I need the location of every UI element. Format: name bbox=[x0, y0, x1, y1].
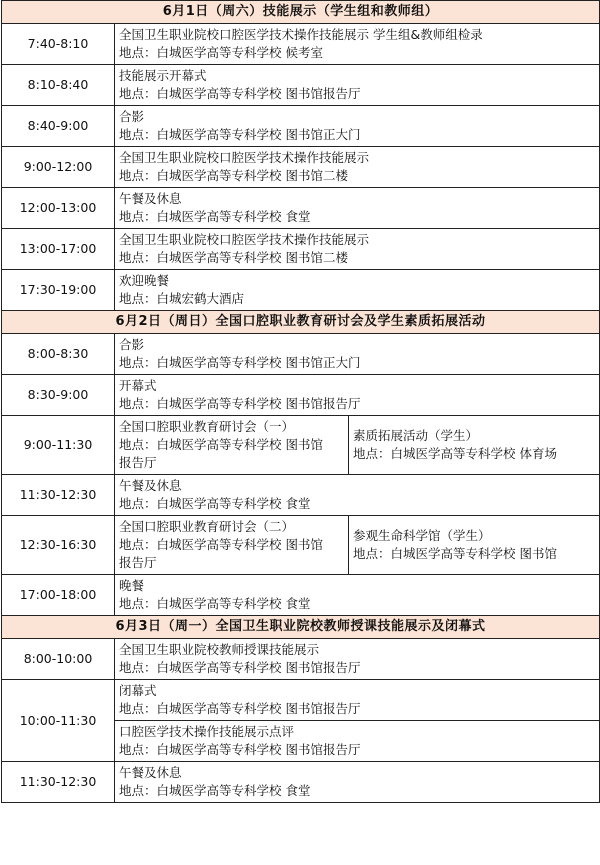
event-cell bbox=[115, 416, 349, 475]
time-cell: 8:10-8:40 bbox=[2, 65, 115, 106]
table-row bbox=[2, 229, 600, 270]
time-cell: 8:30-9:00 bbox=[2, 375, 115, 416]
event-title: 午餐及休息 bbox=[119, 765, 182, 780]
event-title: 全国卫生职业院校口腔医学技术操作技能展示 学生组&教师组检录 bbox=[119, 27, 483, 42]
day1-header-row bbox=[2, 1, 600, 24]
event-cell bbox=[115, 147, 600, 188]
event-cell bbox=[115, 106, 600, 147]
table-row bbox=[2, 416, 600, 475]
event-location: 地点：白城医学高等专科学校 图书馆 bbox=[119, 437, 323, 452]
event-location: 地点：白城宏鹤大酒店 bbox=[119, 291, 245, 306]
day1-header: 6月1日（周六）技能展示（学生组和教师组） bbox=[2, 1, 600, 24]
table-row bbox=[2, 65, 600, 106]
event-title: 欢迎晚餐 bbox=[119, 273, 170, 288]
event-location: 地点：白城医学高等专科学校 图书馆报告厅 bbox=[119, 742, 361, 757]
table-row bbox=[2, 516, 600, 575]
table-row bbox=[2, 639, 600, 680]
table-row bbox=[2, 575, 600, 616]
event-title: 合影 bbox=[119, 109, 145, 124]
event-cell bbox=[115, 575, 600, 616]
time-cell: 8:00-8:30 bbox=[2, 334, 115, 375]
event-location: 地点：白城医学高等专科学校 图书馆二楼 bbox=[119, 250, 348, 265]
event-location-cont: 报告厅 bbox=[119, 555, 157, 570]
event-cell bbox=[115, 24, 600, 65]
time-cell: 9:00-11:30 bbox=[2, 416, 115, 475]
time-cell: 7:40-8:10 bbox=[2, 24, 115, 65]
time-cell: 9:00-12:00 bbox=[2, 147, 115, 188]
event-cell bbox=[115, 188, 600, 229]
event-title: 素质拓展活动（学生） bbox=[353, 428, 479, 443]
event-title: 技能展示开幕式 bbox=[119, 68, 207, 83]
event-title: 合影 bbox=[119, 337, 145, 352]
event-title: 全国口腔职业教育研讨会（一） bbox=[119, 419, 295, 434]
event-location: 地点：白城医学高等专科学校 体育场 bbox=[353, 446, 557, 461]
event-cell bbox=[349, 516, 600, 575]
day3-header: 6月3日（周一）全国卫生职业院校教师授课技能展示及闭幕式 bbox=[2, 616, 600, 639]
schedule-table bbox=[1, 0, 600, 803]
event-title: 全国口腔职业教育研讨会（二） bbox=[119, 519, 295, 534]
event-title: 全国卫生职业院校教师授课技能展示 bbox=[119, 642, 320, 657]
event-cell bbox=[349, 416, 600, 475]
event-location: 地点：白城医学高等专科学校 食堂 bbox=[119, 496, 311, 511]
table-row bbox=[2, 375, 600, 416]
event-cell bbox=[115, 639, 600, 680]
time-cell: 13:00-17:00 bbox=[2, 229, 115, 270]
event-location: 地点：白城医学高等专科学校 图书馆正大门 bbox=[119, 355, 361, 370]
time-cell: 11:30-12:30 bbox=[2, 762, 115, 803]
event-location: 地点：白城医学高等专科学校 图书馆 bbox=[353, 546, 557, 561]
time-cell: 8:40-9:00 bbox=[2, 106, 115, 147]
event-cell bbox=[115, 65, 600, 106]
event-location: 地点：白城医学高等专科学校 图书馆报告厅 bbox=[119, 701, 361, 716]
day2-header: 6月2日（周日）全国口腔职业教育研讨会及学生素质拓展活动 bbox=[2, 311, 600, 334]
event-location: 地点：白城医学高等专科学校 图书馆二楼 bbox=[119, 168, 348, 183]
event-location: 地点：白城医学高等专科学校 图书馆报告厅 bbox=[119, 396, 361, 411]
time-cell: 10:00-11:30 bbox=[2, 680, 115, 762]
table-row bbox=[2, 106, 600, 147]
event-location: 地点：白城医学高等专科学校 食堂 bbox=[119, 209, 311, 224]
time-cell: 8:00-10:00 bbox=[2, 639, 115, 680]
table-row bbox=[2, 147, 600, 188]
event-cell bbox=[115, 270, 600, 311]
event-title: 开幕式 bbox=[119, 378, 157, 393]
table-row bbox=[2, 270, 600, 311]
event-title: 参观生命科学馆（学生） bbox=[353, 528, 491, 543]
event-location: 地点：白城医学高等专科学校 候考室 bbox=[119, 45, 323, 60]
event-location: 地点：白城医学高等专科学校 食堂 bbox=[119, 596, 311, 611]
event-location: 地点：白城医学高等专科学校 食堂 bbox=[119, 783, 311, 798]
event-title: 闭幕式 bbox=[119, 683, 157, 698]
day2-header-row bbox=[2, 311, 600, 334]
time-cell: 17:00-18:00 bbox=[2, 575, 115, 616]
event-cell bbox=[115, 680, 600, 721]
table-row bbox=[2, 762, 600, 803]
event-title: 口腔医学技术操作技能展示点评 bbox=[119, 724, 295, 739]
time-cell: 12:00-13:00 bbox=[2, 188, 115, 229]
table-row bbox=[2, 24, 600, 65]
event-title: 全国卫生职业院校口腔医学技术操作技能展示 bbox=[119, 150, 370, 165]
table-row bbox=[2, 475, 600, 516]
event-title: 晚餐 bbox=[119, 578, 145, 593]
time-cell: 12:30-16:30 bbox=[2, 516, 115, 575]
event-title: 午餐及休息 bbox=[119, 191, 182, 206]
table-row bbox=[2, 680, 600, 721]
table-row bbox=[2, 334, 600, 375]
event-title: 全国卫生职业院校口腔医学技术操作技能展示 bbox=[119, 232, 370, 247]
event-location: 地点：白城医学高等专科学校 图书馆报告厅 bbox=[119, 86, 361, 101]
table-row bbox=[2, 188, 600, 229]
event-location: 地点：白城医学高等专科学校 图书馆报告厅 bbox=[119, 660, 361, 675]
event-cell bbox=[115, 762, 600, 803]
day3-header-row bbox=[2, 616, 600, 639]
time-cell: 11:30-12:30 bbox=[2, 475, 115, 516]
time-cell: 17:30-19:00 bbox=[2, 270, 115, 311]
event-cell bbox=[115, 475, 600, 516]
event-cell bbox=[115, 516, 349, 575]
event-title: 午餐及休息 bbox=[119, 478, 182, 493]
event-location: 地点：白城医学高等专科学校 图书馆 bbox=[119, 537, 323, 552]
event-location: 地点：白城医学高等专科学校 图书馆正大门 bbox=[119, 127, 361, 142]
event-cell bbox=[115, 375, 600, 416]
event-cell bbox=[115, 334, 600, 375]
event-cell bbox=[115, 721, 600, 762]
event-location-cont: 报告厅 bbox=[119, 455, 157, 470]
event-cell bbox=[115, 229, 600, 270]
